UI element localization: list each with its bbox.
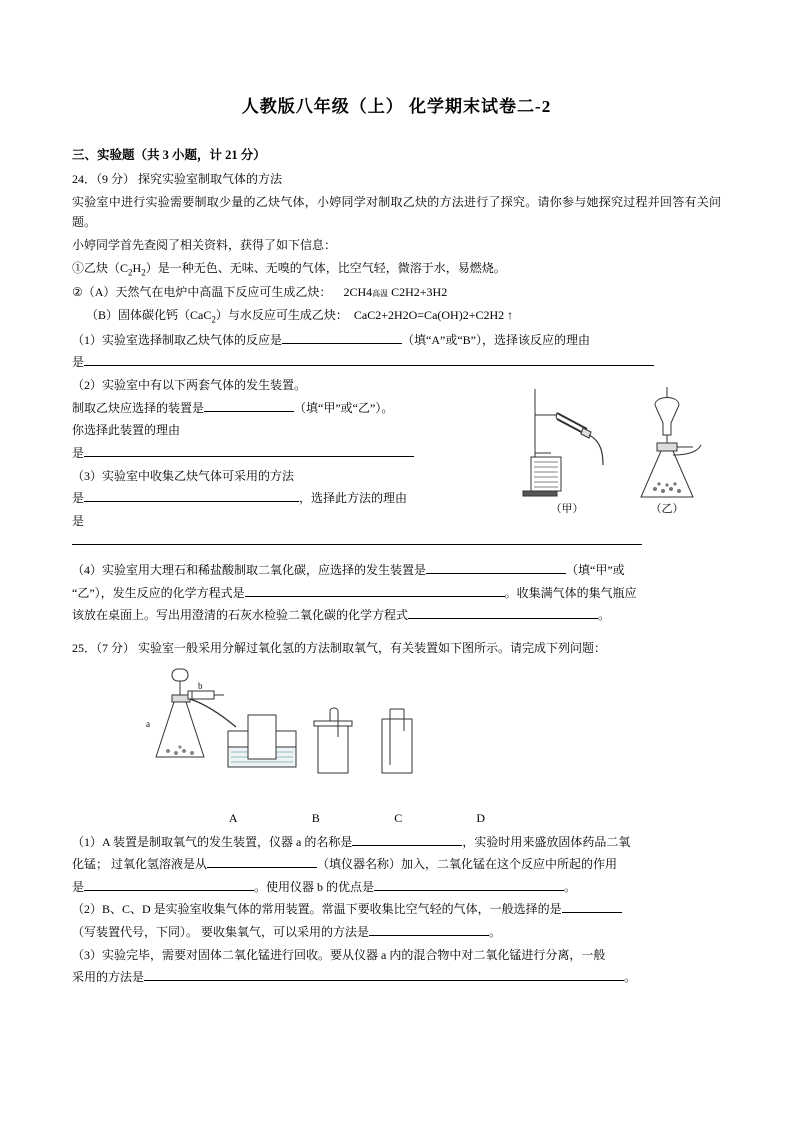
q25-sub3-text: （3）实验完毕，需要对固体二氧化锰进行回收。要从仪器 a 内的混合物中对二氧化锰进行分离，一般: [72, 947, 606, 962]
q25-caption-c: C: [394, 810, 403, 825]
q24-info-3-pre: （B）固体碳化钙（CaC: [86, 307, 212, 322]
q25-sub1-blank-1[interactable]: [352, 832, 462, 846]
q24-sub2-reason-blank[interactable]: [84, 443, 414, 457]
q24-sub1: [72, 330, 721, 351]
q24-sub2-text: （2）实验室中有以下两套气体的发生装置。: [72, 378, 307, 393]
q24-number: 24．（9 分） 探究实验室制取气体的方法: [72, 172, 283, 186]
q25-sub1-line2: [72, 854, 721, 875]
q24-sub2: [72, 375, 442, 396]
q24-sub3-method: [72, 488, 522, 509]
q24-figure-captions: [517, 500, 717, 516]
q25-sub1-text: （1）A 装置是制取氧气的发生装置，仪器 a 的名称是: [72, 834, 353, 849]
q25-sub3-period: 。: [624, 970, 637, 985]
q24-equation-a: [343, 285, 447, 299]
q25-sub2-blank-1[interactable]: [562, 900, 622, 914]
q25-sub2-text: （2）B、C、D 是实验室收集气体的常用装置。常温下要收集比空气轻的气体，一般选择的是: [72, 902, 562, 917]
q25-sub1-blank-4[interactable]: [374, 877, 564, 891]
q24-sub2-reason-prefix: 是: [72, 445, 85, 460]
q24-caption-yi: （乙）: [650, 503, 684, 516]
q24-eq-a-right: C2H2+3H2: [391, 285, 448, 300]
q24-sub4-blank-1[interactable]: [426, 561, 566, 575]
q24-info-1-mid: H: [132, 260, 142, 275]
q24-info-3-mid: ）与水反应可生成乙炔：: [215, 307, 348, 322]
q25-sub1-line3: [72, 877, 721, 898]
q25-sub1-note2: （填仪器名称）加入，二氧化锰在这个反应中所起的作用: [317, 857, 618, 872]
q25-sub1-note3: 。使用仪器 b 的优点是: [254, 879, 375, 894]
q24-sub2-device-note: （填“甲”或“乙”）。: [294, 400, 394, 415]
q24-sub1-reason-label: 是: [72, 355, 85, 370]
q25-label-b: b: [198, 680, 203, 691]
q25-caption-d: D: [476, 810, 486, 825]
q24-sub4-line2: [72, 583, 721, 604]
q24-info-2: [72, 282, 721, 303]
q24-sub4-period: 。: [598, 608, 611, 623]
q24-info-3: [72, 305, 721, 328]
q24-sub4-line1: [72, 560, 721, 581]
q25-sub2-line2: [72, 922, 721, 943]
q24-sub3-text: （3）实验室中收集乙炔气体可采用的方法: [72, 468, 295, 483]
q24-sub3-reason: [72, 511, 721, 552]
q24-sub4-text2: “乙”），发生反应的化学方程式是: [72, 585, 245, 600]
q24-sub4-blank-3[interactable]: [408, 606, 598, 620]
q25-sub3-line2: [72, 967, 721, 988]
q24-eq-a-left: 2CH4: [343, 285, 373, 300]
q24-sub2-device-label: 制取乙炔应选择的装置是: [72, 400, 205, 415]
q24-info-1-sub2: 2: [141, 266, 146, 277]
q24-sub2-device-blank[interactable]: [204, 398, 294, 412]
q25-figure-captions: [192, 811, 522, 826]
q25-sub1-blank-2[interactable]: [207, 855, 317, 869]
q25-apparatus-svg: [132, 665, 462, 815]
q25-apparatus-figure: [132, 665, 486, 825]
q24-sub4-text3: 该放在桌面上。写出用澄清的石灰水检验二氧化碳的化学方程式: [72, 608, 409, 623]
q25-sub1-note: ，实验时用来盛放固体药品二氧: [462, 834, 631, 849]
q24-sub4-blank-2[interactable]: [245, 583, 505, 597]
q24-caption-jia: （甲）: [550, 503, 584, 516]
q25-sub2-period: 。: [489, 925, 502, 940]
q25-sub1-text2: 化锰； 过氧化氢溶液是从: [72, 857, 208, 872]
q24-info-1-post: ）是一种无色、无味、无嗅的气体，比空气轻，微溶于水，易燃烧。: [145, 260, 506, 275]
q24-sub3-reason-blank[interactable]: [72, 532, 642, 546]
q25-label-a: a: [146, 718, 150, 729]
q25-sub1-period: 。: [564, 879, 577, 894]
q24-info-1-sub1: 2: [128, 266, 133, 277]
q24-sub1-text: （1）实验室选择制取乙炔气体的反应是: [72, 332, 283, 347]
q24-sub4-text: （4）实验室用大理石和稀盐酸制取二氧化碳，应选择的发生装置是: [72, 563, 427, 578]
q25-figure-wrap: [72, 665, 721, 830]
q25-sub3-line1: [72, 945, 721, 966]
section-heading: 三、实验题（共 3 小题，计 21 分）: [72, 148, 266, 162]
q24-sub3-method-blank[interactable]: [84, 489, 299, 503]
q24-sub3-method-prefix: 是: [72, 491, 85, 506]
q24-equation-b: CaC2+2H2O=Ca(OH)2+C2H2 ↑: [353, 307, 514, 322]
q24-info-2-text: ②（A）天然气在电炉中高温下反应可生成乙炔：: [72, 285, 332, 300]
q25-sub1-line1: [72, 832, 721, 853]
q25-number: 25．（7 分） 实验室一般采用分解过氧化氢的方法制取氧气，有关装置如下图所示。请完成下列问题：: [72, 640, 607, 655]
q24-sub2-reason: [72, 443, 442, 464]
q24-sub4-note2: 。收集满气体的集气瓶应: [504, 585, 637, 600]
q24-sub3-reason-prefix: 是: [72, 513, 85, 528]
q25-sub2-blank-2[interactable]: [369, 923, 489, 937]
q24-paragraph-2: 小婷同学首先查阅了相关资料，获得了如下信息：: [72, 237, 337, 252]
q24-sub4-line3: [72, 605, 721, 626]
q25-sub1-prefix: 是: [72, 879, 85, 894]
q24-sub2-reason-text: 你选择此装置的理由: [72, 423, 181, 438]
q24-sub1-text2: （填“A”或“B”），选择该反应的理由: [402, 332, 590, 347]
q24-apparatus-figure: [517, 379, 717, 514]
q24-sub2-reason-label: [72, 420, 442, 441]
q24-paragraph-1: 实验室中进行实验需要制取少量的乙炔气体，小婷同学对制取乙炔的方法进行了探究。请你参与她探究过程并回答有关问题。: [72, 194, 721, 230]
q25-caption-a: A: [228, 810, 238, 825]
q25-sub2-line1: [72, 899, 721, 920]
q24-sub2-device: [72, 398, 442, 419]
page-title: 人教版八年级（上） 化学期末试卷二-2: [241, 97, 552, 116]
q24-apparatus-svg: [517, 379, 717, 514]
q25-sub2-text2: （写装置代号，下同）。 要收集氧气，可以采用的方法是: [72, 925, 370, 940]
q24-info-3-sub: 2: [211, 314, 216, 325]
q24-sub3-method-note: ，选择此方法的理由: [299, 491, 408, 506]
q24-info-1: [72, 258, 721, 281]
q25-sub1-blank-3[interactable]: [84, 877, 254, 891]
q24-sub1-blank[interactable]: [282, 330, 402, 344]
q24-eq-a-condition: 高温: [372, 289, 389, 299]
q24-sub3: [72, 466, 442, 487]
q25-sub3-blank[interactable]: [144, 968, 624, 982]
q25-caption-b: B: [311, 810, 320, 825]
q24-sub1-reason-blank[interactable]: [84, 353, 654, 367]
q24-info-1-pre: ①乙炔（C: [72, 260, 129, 275]
q24-sub4-note: （填“甲”或: [566, 563, 625, 578]
q25-sub3-prefix: 采用的方法是: [72, 970, 145, 985]
q24-sub1-reason: [72, 352, 721, 373]
